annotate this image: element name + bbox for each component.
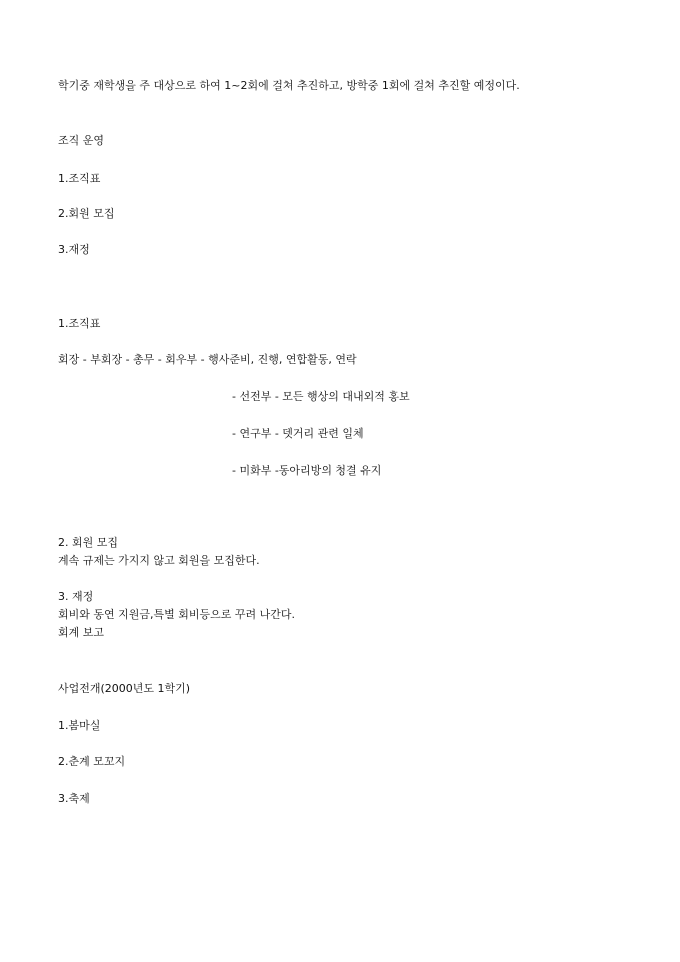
business-item-3: 3.축제 xyxy=(58,792,90,805)
finance-title: 3. 재정 xyxy=(58,590,94,603)
org-chart-branch-3: - 미화부 -동아리방의 청결 유지 xyxy=(232,464,382,477)
intro-paragraph: 학기중 재학생을 주 대상으로 하여 1~2회에 걸쳐 추진하고, 방학중 1회에 걸쳐 추진할 예정이다. xyxy=(58,79,520,92)
recruit-body: 계속 규제는 가지지 않고 회원을 모집한다. xyxy=(58,554,260,567)
org-section-item-2: 2.회원 모집 xyxy=(58,207,115,220)
org-chart-branch-1: - 선전부 - 모든 행상의 대내외적 홍보 xyxy=(232,390,410,403)
org-section-item-3: 3.재정 xyxy=(58,243,90,256)
business-title: 사업전개(2000년도 1학기) xyxy=(58,682,191,695)
business-item-1: 1.봄마실 xyxy=(58,719,101,732)
org-section-title: 조직 운영 xyxy=(58,134,105,147)
finance-body: 회비와 동연 지원금,특별 회비등으로 꾸려 나간다. xyxy=(58,608,295,621)
finance-extra: 회계 보고 xyxy=(58,626,105,639)
business-item-2: 2.춘계 모꼬지 xyxy=(58,755,126,768)
org-chart-main-line: 회장 - 부회장 - 총무 - 회우부 - 행사준비, 진행, 연합활동, 연락 xyxy=(58,353,357,366)
org-section-item-1: 1.조직표 xyxy=(58,172,101,185)
org-chart-title: 1.조직표 xyxy=(58,317,101,330)
org-chart-branch-2: - 연구부 - 뎃거리 관련 일체 xyxy=(232,427,364,440)
recruit-title: 2. 회원 모집 xyxy=(58,536,118,549)
